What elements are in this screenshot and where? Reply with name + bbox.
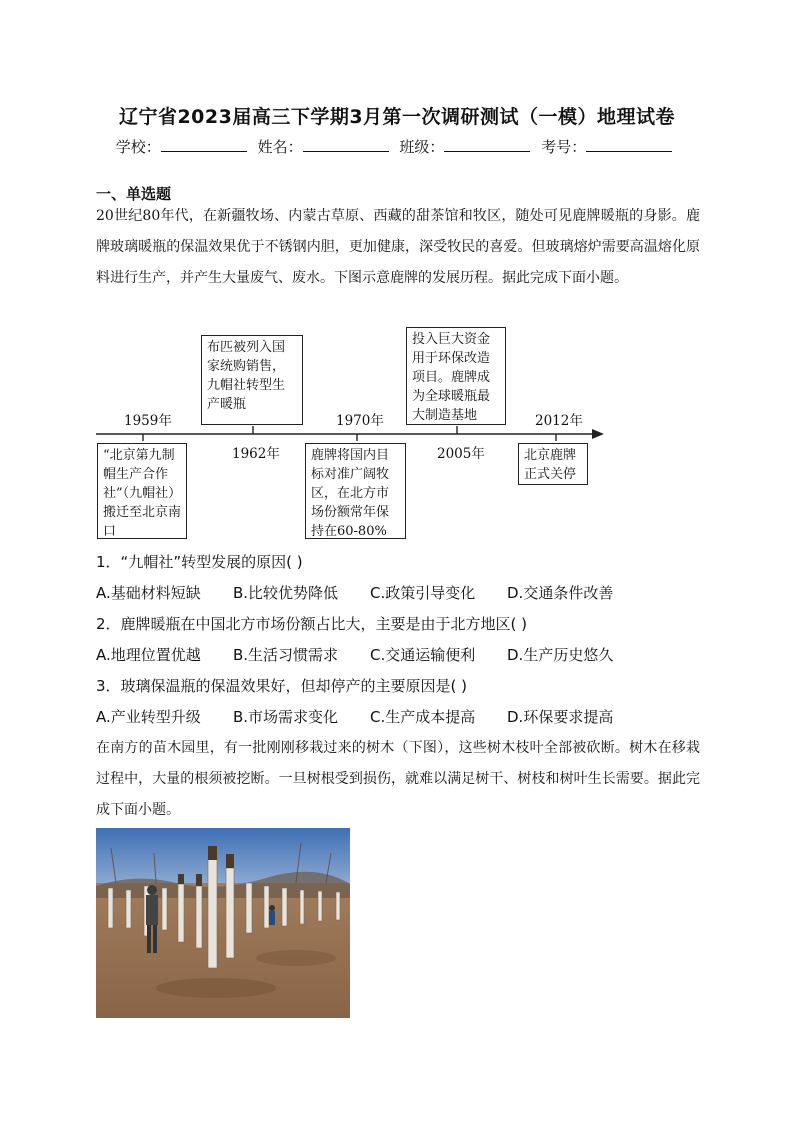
q3-option-c[interactable]: C.生产成本提高	[370, 708, 476, 726]
timeline-box-2005: 投入巨大资金用于环保改造项目。鹿牌成为全球暖瓶最大制造基地	[406, 327, 506, 425]
passage-1: 20世纪80年代，在新疆牧场、内蒙古草原、西藏的甜茶馆和牧区，随处可见鹿牌暖瓶的身影。鹿牌玻璃暖瓶的保温效果优于不锈钢内胆，更加健康，深受牧民的喜爱。但玻璃熔炉需要高温熔化原料进行生产，并产生大量废气、废水。下图示意鹿牌的发展历程。据此完成下面小题。	[96, 208, 700, 286]
q1-option-d[interactable]: D.交通条件改善	[507, 584, 614, 602]
year-1970: 1970年	[336, 413, 384, 429]
q3-option-d[interactable]: D.环保要求提高	[507, 708, 614, 726]
year-2005: 2005年	[437, 446, 485, 462]
year-1959: 1959年	[124, 413, 172, 429]
q2-option-a[interactable]: A.地理位置优越	[96, 646, 201, 664]
timeline-box-2012: 北京鹿牌正式关停	[518, 443, 588, 485]
question-3: 3．玻璃保温瓶的保温效果好，但却停产的主要原因是( )	[96, 677, 468, 695]
question-2: 2．鹿牌暖瓶在中国北方市场份额占比大，主要是由于北方地区( )	[96, 615, 528, 633]
passage-2: 在南方的苗木园里，有一批刚刚移栽过来的树木（下图），这些树木枝叶全部被砍断。树木在移栽过程中，大量的根须被挖断。一旦树根受到损伤，就难以满足树干、树枝和树叶生长需要。据此完成下面小题。	[96, 740, 700, 818]
question-3-options	[96, 706, 716, 727]
school-label: 学校：	[115, 138, 161, 156]
q3-option-b[interactable]: B.市场需求变化	[233, 708, 339, 726]
year-1962: 1962年	[232, 446, 280, 462]
year-2012: 2012年	[535, 413, 583, 429]
exam-number-label: 考号：	[541, 138, 587, 156]
timeline-box-1959: “北京第九制帽生产合作社”（九帽社）搬迁至北京南口	[97, 443, 187, 539]
timeline-box-1970: 鹿牌将国内目标对准广阔牧区，在北方市场份额常年保持在60-80%	[305, 443, 406, 539]
q3-option-a[interactable]: A.产业转型升级	[96, 708, 201, 726]
question-2-options	[96, 644, 716, 665]
tree-photo-illustration	[96, 828, 350, 1018]
section-heading: 一、单选题	[96, 185, 172, 203]
timeline-arrow-icon	[592, 429, 604, 439]
q1-option-c[interactable]: C.政策引导变化	[370, 584, 476, 602]
timeline-box-1962: 布匹被列入国家统购销售，九帽社转型生产暖瓶	[201, 335, 303, 425]
q1-option-a[interactable]: A.基础材料短缺	[96, 584, 201, 602]
q1-option-b[interactable]: B.比较优势降低	[233, 584, 339, 602]
q2-option-d[interactable]: D.生产历史悠久	[507, 646, 614, 664]
tree-transplant-photo	[96, 828, 350, 1018]
name-label: 姓名：	[257, 138, 303, 156]
q2-option-c[interactable]: C.交通运输便利	[370, 646, 476, 664]
q2-option-b[interactable]: B.生活习惯需求	[233, 646, 339, 664]
class-label: 班级：	[399, 138, 445, 156]
question-1: 1．“九帽社”转型发展的原因( )	[96, 553, 303, 571]
page-title: 辽宁省2023届高三下学期3月第一次调研测试（一模）地理试卷	[118, 106, 676, 128]
question-1-options	[96, 582, 716, 603]
